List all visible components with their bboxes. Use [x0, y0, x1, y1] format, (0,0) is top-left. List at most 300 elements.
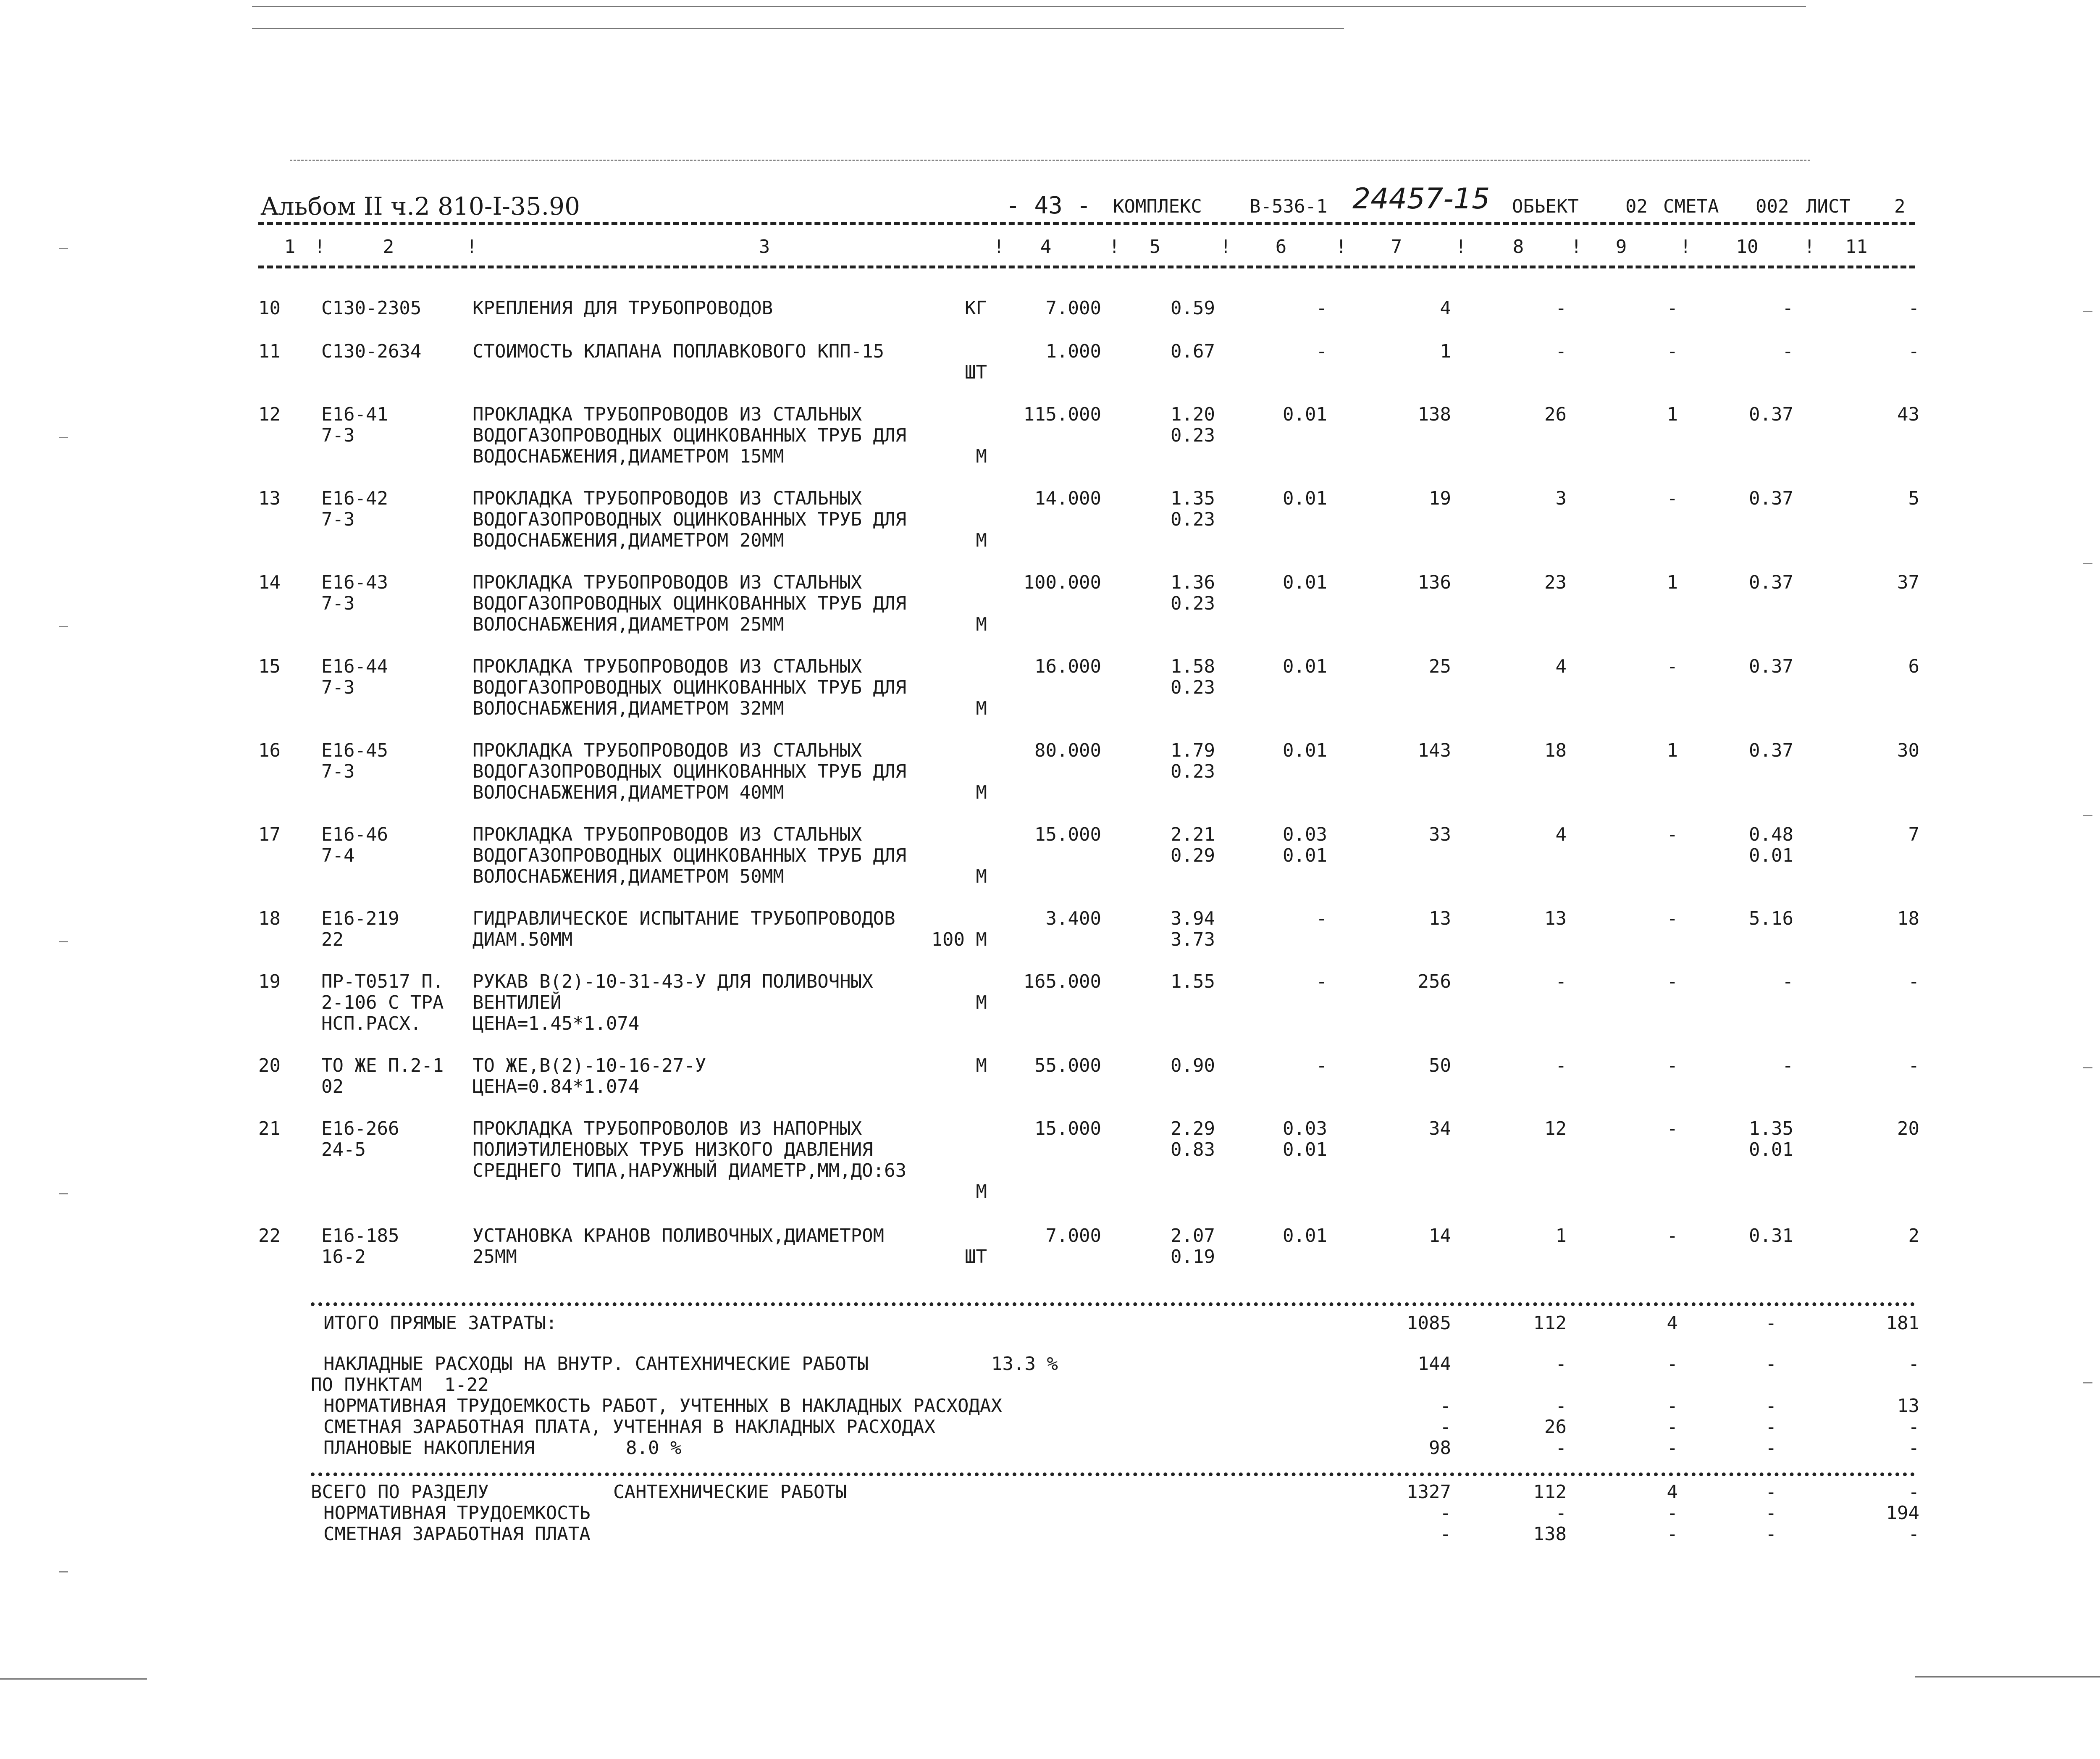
row-col6: -	[1316, 297, 1327, 319]
row-quantity: 14.000	[1034, 488, 1101, 509]
row-unit: М	[976, 782, 987, 803]
row-code: E16-46	[321, 824, 388, 845]
totals-col7: 1085	[1407, 1312, 1451, 1334]
row-col6: -	[1316, 1055, 1327, 1076]
row-col6: -	[1316, 908, 1327, 929]
row-code: ПР-Т0517 П.	[321, 971, 444, 992]
row-col8: 13	[1544, 908, 1567, 929]
estimate-label: СМЕТА	[1663, 196, 1719, 217]
row-number: 13	[258, 488, 281, 509]
totals-col10: -	[1765, 1502, 1777, 1524]
row-col10: 0.37	[1749, 656, 1793, 677]
row-col7: 25	[1429, 656, 1451, 677]
row-code: E16-219	[321, 908, 399, 929]
row-col11: -	[1908, 971, 1919, 992]
row-col11: 30	[1897, 740, 1919, 761]
row-number: 15	[258, 656, 281, 677]
scan-bottom-line-left	[0, 1678, 147, 1680]
row-number: 20	[258, 1055, 281, 1076]
row-col7: 13	[1429, 908, 1451, 929]
row-col8: 18	[1544, 740, 1567, 761]
totals-col11: -	[1908, 1437, 1919, 1459]
row-code: E16-43	[321, 572, 388, 593]
totals-col8: 112	[1533, 1312, 1567, 1334]
row-col6: 0.01	[1283, 1139, 1327, 1160]
row-number: 21	[258, 1118, 281, 1139]
margin-tick	[59, 1571, 68, 1572]
row-col6: 0.01	[1283, 404, 1327, 425]
row-col9: -	[1667, 1055, 1678, 1076]
row-description: ГИДРАВЛИЧЕСКОЕ ИСПЫТАНИЕ ТРУБОПРОВОДОВ	[472, 908, 895, 929]
row-col6: 0.01	[1283, 656, 1327, 677]
row-col8: -	[1555, 297, 1567, 319]
totals-col7: -	[1440, 1416, 1451, 1438]
row-unit-price: 2.07	[1171, 1225, 1215, 1246]
scan-top-line	[252, 6, 1806, 7]
row-unit: М	[976, 866, 987, 887]
row-code: 7-3	[321, 761, 355, 782]
row-code: 22	[321, 929, 344, 950]
totals-col7: 1327	[1407, 1481, 1451, 1503]
margin-tick	[59, 437, 68, 438]
row-description: ПРОКЛАДКА ТРУБОПРОВОДОВ ИЗ СТАЛЬНЫХ	[472, 740, 862, 761]
totals-col11: -	[1908, 1523, 1919, 1545]
row-col6: 0.03	[1283, 1118, 1327, 1139]
row-col8: -	[1555, 971, 1567, 992]
totals-col7: 98	[1429, 1437, 1451, 1459]
row-unit: М	[976, 992, 987, 1013]
row-col10: 0.01	[1749, 845, 1793, 866]
row-col11: 6	[1908, 656, 1919, 677]
row-code: ТО ЖЕ П.2-1	[321, 1055, 444, 1076]
totals-label: СМЕТНАЯ ЗАРАБОТНАЯ ПЛАТА, УЧТЕННАЯ В НАКЛАДНЫХ РАСХОДАХ	[323, 1416, 935, 1438]
column-separator: !	[1680, 236, 1691, 258]
totals-col11: 13	[1897, 1395, 1919, 1417]
totals-col9: -	[1667, 1353, 1678, 1375]
row-col9: -	[1667, 488, 1678, 509]
row-col8: 12	[1544, 1118, 1567, 1139]
column-number: 11	[1845, 236, 1868, 258]
row-description: ВОДОГАЗОПРОВОДНЫХ ОЦИНКОВАННЫХ ТРУБ ДЛЯ	[472, 593, 907, 614]
row-col9: -	[1667, 297, 1678, 319]
row-col9: -	[1667, 908, 1678, 929]
row-col11: 18	[1897, 908, 1919, 929]
row-number: 17	[258, 824, 281, 845]
totals-col9: -	[1667, 1437, 1678, 1459]
row-description: ВОДОГАЗОПРОВОДНЫХ ОЦИНКОВАННЫХ ТРУБ ДЛЯ	[472, 425, 907, 446]
column-number: 7	[1391, 236, 1402, 258]
row-col7: 33	[1429, 824, 1451, 845]
row-code: 24-5	[321, 1139, 366, 1160]
row-unit-price: 0.23	[1171, 425, 1215, 446]
row-unit-price: 0.90	[1171, 1055, 1215, 1076]
margin-tick	[59, 1193, 68, 1194]
row-unit: КГ	[965, 297, 987, 319]
row-col10: 1.35	[1749, 1118, 1793, 1139]
row-col8: 3	[1555, 488, 1567, 509]
row-col10: -	[1782, 297, 1793, 319]
row-col8: 4	[1555, 656, 1567, 677]
row-unit-price: 0.23	[1171, 761, 1215, 782]
row-code: E16-41	[321, 404, 388, 425]
totals-col8: -	[1555, 1437, 1567, 1459]
header-rule-bottom	[258, 266, 1915, 268]
row-code: E16-266	[321, 1118, 399, 1139]
totals-col8: -	[1555, 1395, 1567, 1417]
row-quantity: 115.000	[1023, 404, 1101, 425]
totals-col10: -	[1765, 1312, 1777, 1334]
object-label: ОБЬЕКТ	[1512, 196, 1579, 217]
row-col10: 0.37	[1749, 488, 1793, 509]
scan-dashed-line	[290, 160, 1810, 161]
row-unit-price: 3.94	[1171, 908, 1215, 929]
row-unit-price: 0.29	[1171, 845, 1215, 866]
totals-label: СМЕТНАЯ ЗАРАБОТНАЯ ПЛАТА	[323, 1523, 591, 1545]
margin-tick	[59, 941, 68, 942]
row-col9: 1	[1667, 572, 1678, 593]
column-number: 2	[383, 236, 394, 258]
row-col9: -	[1667, 656, 1678, 677]
row-unit: М	[976, 530, 987, 551]
totals-col11: -	[1908, 1416, 1919, 1438]
margin-tick	[2083, 311, 2092, 312]
row-unit: ШТ	[965, 1246, 987, 1267]
totals-col11: 194	[1886, 1502, 1919, 1524]
row-col10: 5.16	[1749, 908, 1793, 929]
row-col9: -	[1667, 971, 1678, 992]
row-unit-price: 0.67	[1171, 341, 1215, 362]
row-quantity: 7.000	[1045, 297, 1101, 319]
row-unit-price: 2.29	[1171, 1118, 1215, 1139]
totals-col8: 112	[1533, 1481, 1567, 1503]
row-unit-price: 3.73	[1171, 929, 1215, 950]
row-unit: М	[976, 1055, 987, 1076]
column-number: 8	[1512, 236, 1524, 258]
row-description: СТОИМОСТЬ КЛАПАНА ПОПЛАВКОВОГО КПП-15	[472, 341, 885, 362]
totals-label: ВСЕГО ПО РАЗДЕЛУ	[311, 1481, 489, 1503]
sheet-label: ЛИСТ	[1806, 196, 1851, 217]
totals-col8: -	[1555, 1353, 1567, 1375]
totals-label: НОРМАТИВНАЯ ТРУДОЕМКОСТЬ РАБОТ, УЧТЕННЫХ В НАКЛАДНЫХ РАСХОДАХ	[323, 1395, 1002, 1417]
column-separator: !	[993, 236, 1005, 258]
row-unit-price: 0.59	[1171, 297, 1215, 319]
row-col7: 256	[1418, 971, 1451, 992]
row-description: ВОДОГАЗОПРОВОДНЫХ ОЦИНКОВАННЫХ ТРУБ ДЛЯ	[472, 845, 907, 866]
row-unit-price: 1.58	[1171, 656, 1215, 677]
row-quantity: 100.000	[1023, 572, 1101, 593]
row-col10: -	[1782, 971, 1793, 992]
row-code: 16-2	[321, 1246, 366, 1267]
row-col7: 19	[1429, 488, 1451, 509]
row-col8: 23	[1544, 572, 1567, 593]
complex-label: КОМПЛЕКС	[1113, 196, 1202, 217]
row-description: ВОДОГАЗОПРОВОДНЫХ ОЦИНКОВАННЫХ ТРУБ ДЛЯ	[472, 761, 907, 782]
margin-tick	[59, 626, 68, 627]
row-description: ДИАМ.50ММ	[472, 929, 573, 950]
row-description: ВОЛОСНАБЖЕНИЯ,ДИАМЕТРОМ 25ММ	[472, 614, 784, 635]
totals-col10: -	[1765, 1437, 1777, 1459]
row-number: 11	[258, 341, 281, 362]
row-unit-price: 0.83	[1171, 1139, 1215, 1160]
row-code: E16-45	[321, 740, 388, 761]
totals-label: ИТОГО ПРЯМЫЕ ЗАТРАТЫ:	[323, 1312, 557, 1334]
row-unit: ШТ	[965, 362, 987, 383]
row-quantity: 80.000	[1034, 740, 1101, 761]
totals-col8: 138	[1533, 1523, 1567, 1545]
row-description: ПРОКЛАДКА ТРУБОПРОВОДОВ ИЗ СТАЛЬНЫХ	[472, 488, 862, 509]
totals-col9: 4	[1667, 1312, 1678, 1334]
sheet-value: 2	[1894, 196, 1906, 217]
row-code: 2-106 С ТРА	[321, 992, 444, 1013]
row-number: 12	[258, 404, 281, 425]
scan-bottom-line-right	[1915, 1676, 2100, 1677]
column-number: 4	[1040, 236, 1052, 258]
album-title: Альбом II ч.2 810-I-35.90	[260, 192, 580, 221]
totals-rate: 13.3 %	[991, 1353, 1058, 1375]
row-unit-price: 0.23	[1171, 677, 1215, 698]
row-col11: 37	[1897, 572, 1919, 593]
row-code: C130-2634	[321, 341, 422, 362]
row-quantity: 16.000	[1034, 656, 1101, 677]
row-unit: М	[976, 446, 987, 467]
row-unit-price: 1.55	[1171, 971, 1215, 992]
row-col6: -	[1316, 971, 1327, 992]
row-col11: -	[1908, 1055, 1919, 1076]
totals-section: САНТЕХНИЧЕСКИЕ РАБОТЫ	[613, 1481, 847, 1503]
row-number: 16	[258, 740, 281, 761]
object-value: 02	[1625, 196, 1648, 217]
row-description: ЦЕНА=0.84*1.074	[472, 1076, 640, 1097]
totals-col7: -	[1440, 1502, 1451, 1524]
row-col10: 0.37	[1749, 740, 1793, 761]
totals-col9: -	[1667, 1395, 1678, 1417]
totals-col10: -	[1765, 1523, 1777, 1545]
row-col9: -	[1667, 341, 1678, 362]
row-col11: 20	[1897, 1118, 1919, 1139]
row-number: 19	[258, 971, 281, 992]
margin-tick	[2083, 1382, 2092, 1383]
row-description: ВОЛОСНАБЖЕНИЯ,ДИАМЕТРОМ 50ММ	[472, 866, 784, 887]
row-col7: 50	[1429, 1055, 1451, 1076]
row-description: ПРОКЛАДКА ТРУБОПРОВОДОВ ИЗ СТАЛЬНЫХ	[472, 656, 862, 677]
totals-col9: -	[1667, 1502, 1678, 1524]
row-unit-price: 0.23	[1171, 593, 1215, 614]
row-description: 25ММ	[472, 1246, 517, 1267]
row-unit: М	[976, 698, 987, 719]
row-description: ТО ЖЕ,В(2)-10-16-27-У	[472, 1055, 706, 1076]
row-col9: -	[1667, 824, 1678, 845]
row-col11: 2	[1908, 1225, 1919, 1246]
row-unit-price: 0.19	[1171, 1246, 1215, 1267]
row-description: РУКАВ В(2)-10-31-43-У ДЛЯ ПОЛИВОЧНЫХ	[472, 971, 873, 992]
margin-tick	[2083, 815, 2092, 816]
row-col6: 0.01	[1283, 740, 1327, 761]
column-separator: !	[1804, 236, 1815, 258]
column-separator: !	[1455, 236, 1467, 258]
row-col11: 43	[1897, 404, 1919, 425]
row-col6: 0.01	[1283, 1225, 1327, 1246]
column-number: 10	[1736, 236, 1759, 258]
row-quantity: 55.000	[1034, 1055, 1101, 1076]
row-col6: 0.03	[1283, 824, 1327, 845]
row-col10: 0.37	[1749, 572, 1793, 593]
row-col10: 0.31	[1749, 1225, 1793, 1246]
row-col9: 1	[1667, 404, 1678, 425]
column-number: 1	[284, 236, 296, 258]
estimate-value: 002	[1756, 196, 1789, 217]
row-number: 18	[258, 908, 281, 929]
row-col9: -	[1667, 1225, 1678, 1246]
row-description: ПОЛИЭТИЛЕНОВЫХ ТРУБ НИЗКОГО ДАВЛЕНИЯ	[472, 1139, 873, 1160]
row-unit-price: 2.21	[1171, 824, 1215, 845]
row-unit: 100 М	[931, 929, 987, 950]
row-description: КРЕПЛЕНИЯ ДЛЯ ТРУБОПРОВОДОВ	[472, 297, 773, 319]
row-quantity: 7.000	[1045, 1225, 1101, 1246]
column-separator: !	[1336, 236, 1347, 258]
row-col7: 138	[1418, 404, 1451, 425]
totals-col7: -	[1440, 1395, 1451, 1417]
row-description: ВОДОГАЗОПРОВОДНЫХ ОЦИНКОВАННЫХ ТРУБ ДЛЯ	[472, 677, 907, 698]
row-code: E16-42	[321, 488, 388, 509]
row-quantity: 1.000	[1045, 341, 1101, 362]
handwritten-code: 24457-15	[1352, 182, 1490, 216]
row-unit: М	[976, 1181, 987, 1202]
totals-col9: 4	[1667, 1481, 1678, 1503]
row-description: ВОДОСНАБЖЕНИЯ,ДИАМЕТРОМ 15ММ	[472, 446, 784, 467]
row-number: 22	[258, 1225, 281, 1246]
row-description: ЦЕНА=1.45*1.074	[472, 1013, 640, 1034]
row-col7: 4	[1440, 297, 1451, 319]
row-description: ВОДОСНАБЖЕНИЯ,ДИАМЕТРОМ 20ММ	[472, 530, 784, 551]
column-number: 3	[759, 236, 770, 258]
totals-col11: -	[1908, 1481, 1919, 1503]
row-description: УСТАНОВКА КРАНОВ ПОЛИВОЧНЫХ,ДИАМЕТРОМ	[472, 1225, 885, 1246]
totals-label: ПЛАНОВЫЕ НАКОПЛЕНИЯ	[323, 1437, 535, 1459]
row-col6: -	[1316, 341, 1327, 362]
totals-separator-1	[311, 1302, 1915, 1306]
row-unit: М	[976, 614, 987, 635]
row-code: 02	[321, 1076, 344, 1097]
row-code: 7-3	[321, 593, 355, 614]
row-code: E16-44	[321, 656, 388, 677]
row-description: ВЕНТИЛЕЙ	[472, 992, 562, 1013]
column-number: 5	[1149, 236, 1161, 258]
totals-col7: -	[1440, 1523, 1451, 1545]
header-rule-top	[258, 222, 1915, 225]
row-col11: -	[1908, 297, 1919, 319]
totals-rate: 8.0 %	[626, 1437, 682, 1459]
row-col10: 0.01	[1749, 1139, 1793, 1160]
row-col7: 14	[1429, 1225, 1451, 1246]
row-code: C130-2305	[321, 297, 422, 319]
row-description: ВОДОГАЗОПРОВОДНЫХ ОЦИНКОВАННЫХ ТРУБ ДЛЯ	[472, 509, 907, 530]
row-col8: 1	[1555, 1225, 1567, 1246]
row-col9: -	[1667, 1118, 1678, 1139]
row-col8: 4	[1555, 824, 1567, 845]
margin-tick	[59, 248, 68, 249]
row-description: ПРОКЛАДКА ТРУБОПРОВОДОВ ИЗ СТАЛЬНЫХ	[472, 572, 862, 593]
row-code: E16-185	[321, 1225, 399, 1246]
row-col8: 26	[1544, 404, 1567, 425]
totals-col8: 26	[1544, 1416, 1567, 1438]
row-col6: 0.01	[1283, 488, 1327, 509]
row-col10: 0.37	[1749, 404, 1793, 425]
totals-col11: 181	[1886, 1312, 1919, 1334]
row-unit-price: 0.23	[1171, 509, 1215, 530]
column-separator: !	[466, 236, 478, 258]
totals-col8: -	[1555, 1502, 1567, 1524]
row-quantity: 15.000	[1034, 1118, 1101, 1139]
row-col10: -	[1782, 341, 1793, 362]
row-code: 7-3	[321, 509, 355, 530]
page-number: - 43 -	[1006, 192, 1091, 219]
row-col7: 136	[1418, 572, 1451, 593]
row-description: ПРОКЛАДКА ТРУБОПРОВОДОВ ИЗ СТАЛЬНЫХ	[472, 404, 862, 425]
row-description: ВОЛОСНАБЖЕНИЯ,ДИАМЕТРОМ 32ММ	[472, 698, 784, 719]
row-unit-price: 1.35	[1171, 488, 1215, 509]
row-col11: 5	[1908, 488, 1919, 509]
column-separator: !	[1220, 236, 1231, 258]
row-unit-price: 1.79	[1171, 740, 1215, 761]
row-col11: 7	[1908, 824, 1919, 845]
column-separator: !	[314, 236, 326, 258]
row-code: 7-3	[321, 425, 355, 446]
column-separator: !	[1109, 236, 1120, 258]
totals-label: НАКЛАДНЫЕ РАСХОДЫ НА ВНУТР. САНТЕХНИЧЕСКИЕ РАБОТЫ	[323, 1353, 869, 1375]
row-col7: 143	[1418, 740, 1451, 761]
row-col7: 1	[1440, 341, 1451, 362]
row-code: НСП.РАСХ.	[321, 1013, 422, 1034]
complex-code: В-536-1	[1250, 196, 1328, 217]
totals-col10: -	[1765, 1481, 1777, 1503]
margin-tick	[2083, 563, 2092, 564]
row-col8: -	[1555, 341, 1567, 362]
row-col6: 0.01	[1283, 845, 1327, 866]
totals-label: НОРМАТИВНАЯ ТРУДОЕМКОСТЬ	[323, 1502, 591, 1524]
totals-col10: -	[1765, 1353, 1777, 1375]
row-col8: -	[1555, 1055, 1567, 1076]
row-description: ПРОКЛАДКА ТРУБОПРОВОДОВ ИЗ СТАЛЬНЫХ	[472, 824, 862, 845]
row-col10: 0.48	[1749, 824, 1793, 845]
row-description: ПРОКЛАДКА ТРУБОПРОВОЛОВ ИЗ НАПОРНЫХ	[472, 1118, 862, 1139]
row-quantity: 3.400	[1045, 908, 1101, 929]
row-code: 7-4	[321, 845, 355, 866]
row-col10: -	[1782, 1055, 1793, 1076]
row-col11: -	[1908, 341, 1919, 362]
totals-separator-2	[311, 1472, 1915, 1476]
totals-label: ПО ПУНКТАМ 1-22	[311, 1374, 489, 1396]
row-unit-price: 1.20	[1171, 404, 1215, 425]
row-col7: 34	[1429, 1118, 1451, 1139]
totals-col10: -	[1765, 1395, 1777, 1417]
row-code: 7-3	[321, 677, 355, 698]
row-description: ВОЛОСНАБЖЕНИЯ,ДИАМЕТРОМ 40ММ	[472, 782, 784, 803]
row-col6: 0.01	[1283, 572, 1327, 593]
totals-col9: -	[1667, 1416, 1678, 1438]
totals-col9: -	[1667, 1523, 1678, 1545]
row-description: СРЕДНЕГО ТИПА,НАРУЖНЫЙ ДИАМЕТР,ММ,ДО:63	[472, 1160, 907, 1181]
margin-tick	[2083, 1067, 2092, 1068]
row-unit-price: 1.36	[1171, 572, 1215, 593]
column-separator: !	[1571, 236, 1582, 258]
row-quantity: 15.000	[1034, 824, 1101, 845]
scan-top-line-left	[252, 28, 1344, 29]
row-quantity: 165.000	[1023, 971, 1101, 992]
column-number: 9	[1615, 236, 1627, 258]
totals-col10: -	[1765, 1416, 1777, 1438]
column-number: 6	[1275, 236, 1287, 258]
totals-col7: 144	[1418, 1353, 1451, 1375]
